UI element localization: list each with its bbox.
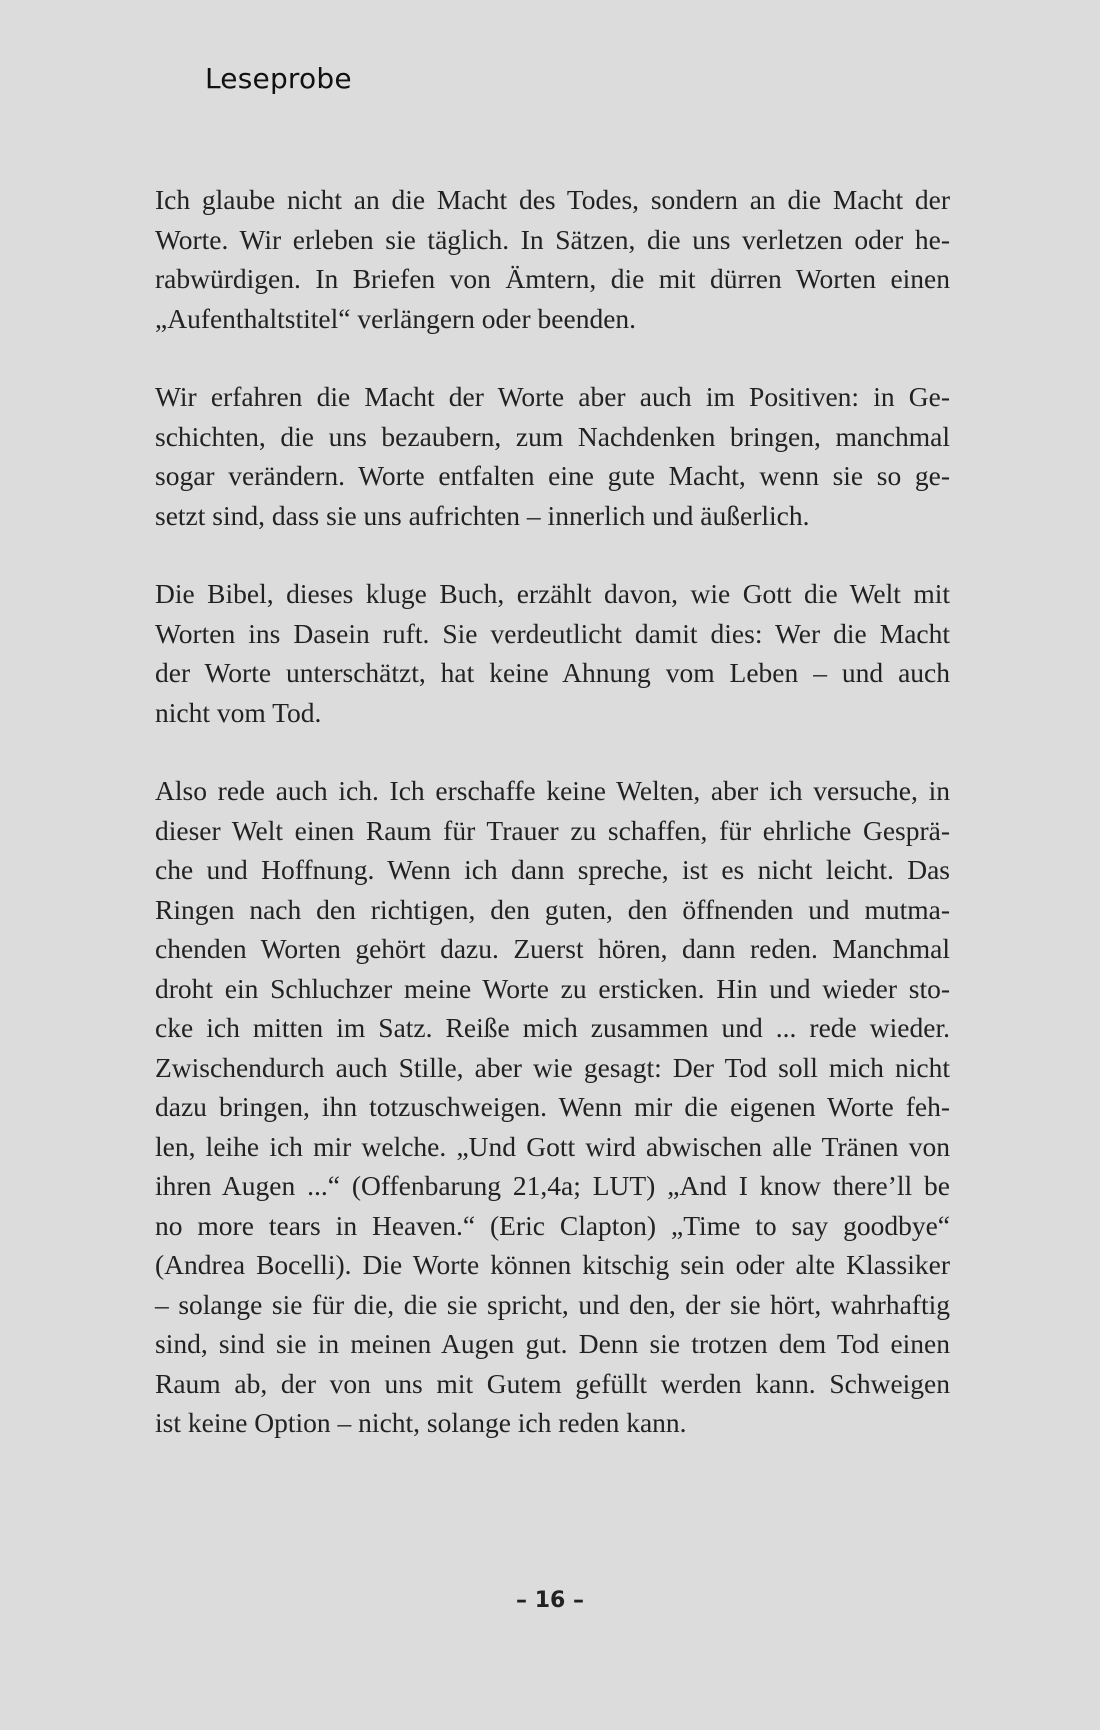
text-line: „Aufenthaltstitel“ verlängern oder beenden. — [155, 302, 637, 334]
text-line: sind, sind sie in meinen Augen gut. Denn sie trotzen dem Tod einen — [155, 1328, 950, 1359]
body-text — [155, 180, 950, 1482]
text-line: chenden Worten gehört dazu. Zuerst hören, dann reden. Manchmal — [155, 933, 950, 964]
text-line: – solange sie für die, die sie spricht, und den, der sie hört, wahrhaftig — [155, 1288, 950, 1320]
paragraph — [155, 771, 950, 1443]
text-line: len, leihe ich mir welche. „Und Gott wird abwischen alle Tränen von — [155, 1130, 950, 1162]
paragraph — [155, 377, 950, 535]
text-line: droht ein Schluchzer meine Worte zu ersticken. Hin und wieder sto- — [155, 972, 950, 1004]
text-line: dieser Welt einen Raum für Trauer zu schaffen, für ehrliche Gesprä- — [155, 814, 950, 846]
page-header-label: Leseprobe — [205, 62, 352, 95]
text-line: ist keine Option – nicht, solange ich reden kann. — [155, 1407, 687, 1438]
text-line: no more tears in Heaven.“ (Eric Clapton) „Time to say goodbye“ — [155, 1209, 950, 1241]
text-line: cke ich mitten im Satz. Reiße mich zusammen und ... rede wieder. — [155, 1012, 950, 1043]
text-line: Die Bibel, dieses kluge Buch, erzählt davon, wie Gott die Welt mit — [155, 578, 950, 609]
text-line: dazu bringen, ihn totzuschweigen. Wenn mir die eigenen Worte feh- — [155, 1091, 950, 1122]
text-line: setzt sind, dass sie uns aufrichten – innerlich und äußerlich. — [155, 499, 810, 531]
text-line: (Andrea Bocelli). Die Worte können kitschig sein oder alte Klassiker — [155, 1249, 950, 1280]
text-line: der Worte unterschätzt, hat keine Ahnung vom Leben – und auch — [155, 657, 950, 688]
text-line: Also rede auch ich. Ich erschaffe keine Welten, aber ich versuche, in — [155, 775, 950, 806]
text-line: rabwürdigen. In Briefen von Ämtern, die mit dürren Worten einen — [155, 263, 950, 294]
text-line: Ringen nach den richtigen, den guten, den öffnenden und mutma- — [155, 893, 950, 925]
text-line: che und Hoffnung. Wenn ich dann spreche, ist es nicht leicht. Das — [155, 854, 950, 885]
text-line: schichten, die uns bezaubern, zum Nachdenken bringen, manchmal — [155, 420, 950, 452]
text-line: Worten ins Dasein ruft. Sie verdeutlicht damit dies: Wer die Macht — [155, 617, 950, 649]
text-line: Wir erfahren die Macht der Worte aber auch im Positiven: in Ge- — [155, 381, 950, 412]
text-line: nicht vom Tod. — [155, 696, 322, 728]
text-line: Zwischendurch auch Stille, aber wie gesagt: Der Tod soll mich nicht — [155, 1051, 950, 1083]
text-line: Raum ab, der von uns mit Gutem gefüllt werden kann. Schweigen — [155, 1367, 950, 1399]
text-line: sogar verändern. Worte entfalten eine gute Macht, wenn sie so ge- — [155, 460, 950, 491]
page-number: – 16 – — [516, 1588, 584, 1613]
paragraph — [155, 574, 950, 732]
paragraph — [155, 180, 950, 338]
text-line: ihren Augen ...“ (Offenbarung 21,4a; LUT) „And I know there’ll be — [155, 1170, 950, 1201]
text-line: Worte. Wir erleben sie täglich. In Sätzen, die uns verletzen oder he- — [155, 223, 950, 255]
text-line: Ich glaube nicht an die Macht des Todes, sondern an die Macht der — [155, 184, 950, 215]
